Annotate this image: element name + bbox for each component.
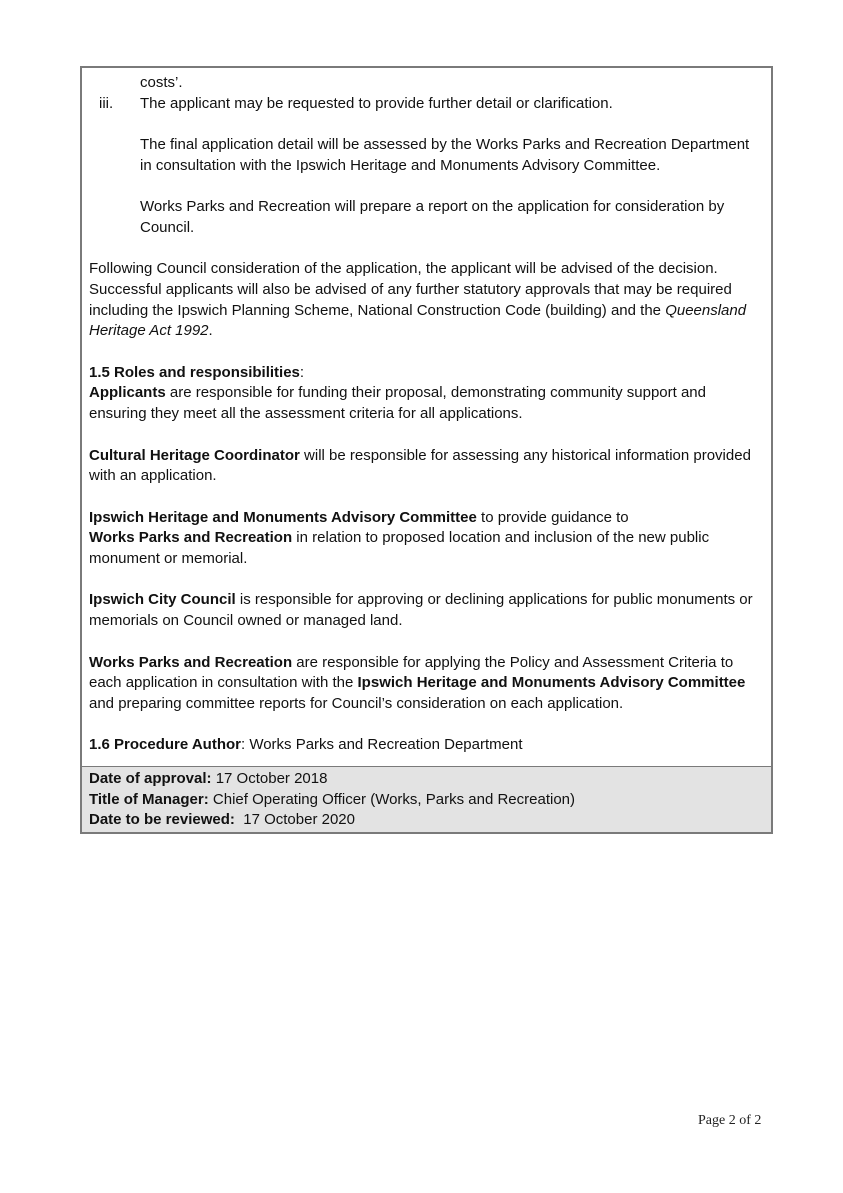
review-date-label: Date to be reviewed:	[89, 811, 235, 829]
role-city-council	[89, 590, 759, 631]
consideration-end: .	[208, 322, 213, 340]
role-works-parks-recreation	[89, 653, 759, 715]
page-number: Page 2 of 2	[698, 1113, 762, 1128]
report-paragraph: Works Parks and Recreation will prepare a report on the application for consideration by Council.	[140, 198, 725, 236]
role-icc-text: is responsible for approving or declining applications for public monuments or memorials on Council owned or managed land.	[89, 591, 753, 630]
role-wpr-label: Works Parks and Recreation	[89, 529, 293, 547]
role-ihmac-text: to provide guidance to	[476, 508, 629, 526]
role-advisory-committee	[89, 508, 759, 570]
role-chc-label: Cultural Heritage Coordinator	[89, 446, 300, 464]
list-continuation: costs’.	[140, 74, 183, 91]
manager-title	[89, 790, 759, 811]
role-chc-text: will be responsible for assessing any historical information provided with an application.	[89, 446, 751, 485]
review-date-value: 17 October 2020	[234, 811, 355, 829]
list-item-text: The applicant may be requested to provide further detail or clarification.	[140, 94, 613, 112]
list-item-iii	[89, 94, 759, 115]
role-ihmac-label: Ipswich Heritage and Monuments Advisory Committee	[89, 508, 477, 526]
consideration-text: Following Council consideration of the application, the applicant will be advised of the decision. Successful applicants will also be advised of any further statutory approvals that may be required including the Ipswich Planning Scheme, National Construction Code (building) and the	[89, 260, 732, 319]
act-title: Queensland Heritage Act 1992	[89, 301, 747, 340]
role-wpr2-text: are responsible for applying the Policy and Assessment Criteria to each application in consultation with the	[89, 653, 734, 692]
procedure-author-label: 1.6 Procedure Author	[89, 736, 241, 754]
manager-title-value: Chief Operating Officer (Works, Parks and Recreation)	[208, 790, 576, 808]
roles-heading	[89, 363, 759, 384]
role-applicants-text: are responsible for funding their proposal, demonstrating community support and ensuring they meet all the assessment criteria for all applications.	[89, 384, 706, 423]
manager-title-label: Title of Manager:	[89, 790, 209, 808]
approval-date-label: Date of approval:	[89, 770, 212, 788]
approval-date-value: 17 October 2018	[211, 770, 328, 788]
procedure-author-value: : Works Parks and Recreation Department	[240, 736, 523, 754]
review-date	[89, 810, 759, 831]
role-cultural-heritage-coordinator	[89, 446, 759, 487]
assessment-paragraph: The final application detail will be assessed by the Works Parks and Recreation Department in consultation with the Ipswich Heritage and Monuments Advisory Committee.	[140, 136, 750, 174]
role-applicants-label: Applicants	[89, 384, 166, 402]
role-wpr2-end: and preparing committee reports for Council’s consideration on each application.	[89, 694, 624, 712]
procedure-author	[89, 735, 759, 756]
consideration-paragraph	[89, 259, 759, 342]
approval-footer	[82, 766, 771, 832]
roles-heading-colon: :	[299, 363, 305, 381]
role-wpr-text: in relation to proposed location and inclusion of the new public monument or memorial.	[89, 529, 710, 568]
approval-date	[89, 769, 759, 790]
role-ihmac2-label: Ipswich Heritage and Monuments Advisory Committee	[357, 674, 746, 692]
role-icc-label: Ipswich City Council	[89, 591, 236, 609]
procedure-content	[82, 68, 771, 766]
list-item-number: iii.	[99, 94, 114, 112]
role-wpr2-label: Works Parks and Recreation	[89, 653, 293, 671]
roles-heading-text: 1.5 Roles and responsibilities	[89, 363, 300, 381]
role-applicants	[89, 383, 759, 424]
procedure-box	[80, 66, 773, 834]
